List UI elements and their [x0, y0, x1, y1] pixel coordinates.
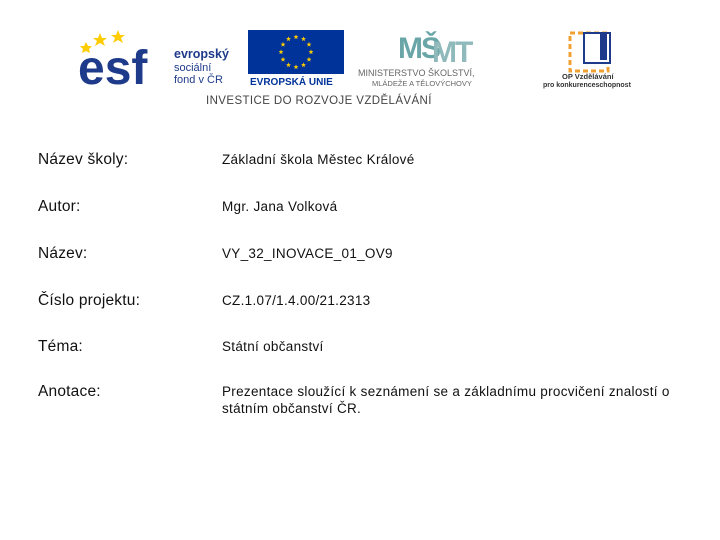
- svg-text:MŠ: MŠ: [398, 32, 439, 65]
- info-value: Mgr. Jana Volková: [222, 199, 338, 214]
- banner-tagline: INVESTICE DO ROZVOJE VZDĚLÁVÁNÍ: [206, 95, 432, 107]
- info-label: Název:: [38, 245, 88, 262]
- eu-flag-logo: [248, 30, 344, 88]
- msmt-name-line-1: MINISTERSTVO ŠKOLSTVÍ,: [358, 68, 475, 78]
- esf-text-line-1: evropský: [174, 47, 229, 61]
- info-value: Prezentace sloužící k seznámení se a základnímu procvičení znalostí o státním občanství ČR.: [222, 384, 670, 416]
- op-title-line-2: pro konkurenceschopnost: [543, 82, 631, 89]
- info-label: Téma:: [38, 338, 83, 355]
- eu-caption: EVROPSKÁ UNIE: [250, 77, 333, 88]
- info-value: Základní škola Městec Králové: [222, 152, 415, 167]
- info-label: Číslo projektu:: [38, 292, 141, 309]
- info-value: CZ.1.07/1.4.00/21.2313: [222, 293, 371, 308]
- msmt-name-line-2: MLÁDEŽE A TĚLOVÝCHOVY: [372, 79, 472, 88]
- svg-text:MT: MT: [432, 36, 472, 69]
- info-label: Název školy:: [38, 151, 129, 168]
- esf-logo: [78, 30, 229, 95]
- esf-text-line-2: sociální: [174, 62, 212, 74]
- info-value: VY_32_INOVACE_01_OV9: [222, 246, 393, 261]
- op-vzdelavani-logo: [543, 33, 632, 89]
- msmt-logo: [358, 31, 475, 88]
- esf-text-line-3: fond v ČR: [174, 74, 223, 86]
- info-value: Státní občanství: [222, 339, 324, 354]
- info-label: Autor:: [38, 198, 81, 215]
- op-title-line-1: OP Vzdělávání: [562, 72, 614, 81]
- esf-brand-text: esf: [78, 42, 148, 95]
- logo-banner: [0, 0, 720, 115]
- info-label: Anotace:: [38, 383, 101, 400]
